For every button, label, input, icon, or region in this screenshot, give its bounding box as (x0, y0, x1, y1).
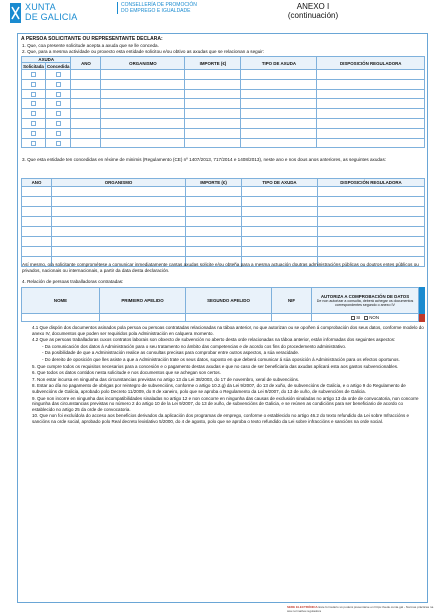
col-nome: NOME (22, 288, 100, 314)
col-autoriza (312, 288, 419, 314)
declarations-list (32, 325, 424, 426)
table-row (22, 99, 425, 109)
autoriza-note: De non autorizar a consulta, deberá achegar os documentos correspondentes segundo o anexo IV (316, 298, 414, 307)
table-row (22, 227, 425, 237)
item-4-2-b: - Da posibilidade de que a Administración realice as consultas precisas para comprobar entre outros aspectos, a súa veracidade. (42, 350, 300, 356)
checkbox[interactable] (56, 111, 61, 116)
table-row (22, 70, 425, 80)
table-row (22, 118, 425, 128)
footer-label: SEDE ELECTRÓNICA (287, 605, 318, 609)
scroll-up-control[interactable] (419, 288, 425, 314)
non-radio[interactable] (364, 316, 368, 320)
table-row (22, 109, 425, 119)
col-concedida: Concedida (47, 63, 70, 69)
xunta-emblem-icon (9, 3, 22, 23)
declaration-1: 1. Que, coa presente solicitude acepta a axuda que se lle conceda. (22, 43, 159, 48)
table-row (22, 138, 425, 148)
page-header (0, 0, 439, 30)
si-radio[interactable] (351, 316, 355, 320)
checkbox[interactable] (56, 101, 61, 106)
col-organismo: ORGANISMO (52, 179, 186, 187)
xunta-logo (9, 3, 113, 25)
col-apelido2: SEGUNDO APELIDO (186, 288, 272, 314)
table-row (22, 237, 425, 247)
col-ano: ANO (71, 57, 101, 70)
item-5: 5. Que cumpre todos os requisitos necesarios para a concesión e o pagamento destas axudas e que no caso de ser beneficiaria das axudas aplicará esta aos gastos subvencionables. (32, 363, 399, 369)
col-axuda: AXUDA (22, 57, 71, 63)
item-4-2: 4.2 Que as persoas traballadoras cuxos contratos laborais son obxecto de subvención no aberto desta orde relacionadas na táboa anterior, están informadas dos seguintes aspectos: (32, 337, 396, 343)
form-body (17, 33, 428, 603)
logo-line2: DE GALICIA (25, 12, 78, 22)
logo-line1: XUNTA (25, 2, 56, 12)
col-ano: ANO (22, 179, 52, 187)
checkbox[interactable] (31, 111, 36, 116)
autoriza-title: AUTORIZA A COMPROBACIÓN DE DATOS (320, 293, 410, 299)
checkbox[interactable] (56, 92, 61, 97)
declaration-3: 3. Que esta entidade ten concedidas en réxime de minimis (Regulamento (CE) nº 1407/2013, 717/2014 e 1408/2013), neste ano e nos dous anos anteriores, as seguintes axudas: (22, 157, 387, 162)
remove-row-control[interactable] (419, 314, 425, 322)
item-4-2-c: - Do dereito de oposición que lles asiste a que a Administración trate os seus datos, suposto en que deberá comunicar á súa oposición á Administración para os efectos oportunos. (42, 356, 400, 362)
item-4-2-a: - Da comunicación dos datos á Administración para o seu tratamento no ámbito das competencias e de acordo cos fins do procedemento administrativo. (42, 343, 347, 349)
item-8: 8. Estar ao día no pagamento de obrigas por reintegro de subvencións, conforme o artigo 10.2.g) da Lei 9/2007, do 13 de xuño, de subvencións de Galicia, e o artigo 9 do Regulamento de subvencións de Galicia, aprobado polo Decreto 11/2009, do 8 de xaneiro, polo que se aproba o Regulamento da Lei 9/2007, do 13 de xuño, de subvencións de Galicia. (32, 383, 406, 394)
checkbox[interactable] (31, 141, 36, 146)
checkbox[interactable] (56, 141, 61, 146)
checkbox[interactable] (31, 131, 36, 136)
table-row (22, 247, 425, 257)
col-tipo: TIPO DE AXUDA (242, 179, 318, 187)
item-9: 9. Que non incorre en ningunha das incompatibilidades sinaladas no artigo 12 e non concorre en ningunha das causas de exclusión sinaladas no artigo 13 da orde de convocatoria, non concorre ningunha das circunstancias previstas no número 2 do artigo 10 de la Lei 9/2007, do 13 de xuño, de subvencións de Galicia, e se reúnen as condicións para ser beneficiario de acordo co establecido no artigo 25 da orde de convocatoria. (32, 395, 419, 412)
declaration-2: 2. Que, para a mesma actividade ou proxecto esta entidade solicitou e/ou obtivo as axudas que se relacionan a seguir: (22, 49, 265, 54)
table-row (22, 79, 425, 89)
item-7: 7. Non estar incursa en ningunha das circunstancias previstas no artigo 13 da Lei 38/2003, do 17 de novembro, xeral de subvencións. (32, 376, 300, 382)
checkbox[interactable] (31, 82, 36, 87)
checkbox[interactable] (56, 82, 61, 87)
checkbox[interactable] (31, 92, 36, 97)
table-row (22, 207, 425, 217)
table-row (22, 187, 425, 197)
checkbox[interactable] (31, 72, 36, 77)
col-apelido1: PRIMEIRO APELIDO (100, 288, 186, 314)
checkbox[interactable] (56, 131, 61, 136)
table-row (22, 89, 425, 99)
declaration-4: 4. Relación de persoas traballadoras contratadas: (22, 279, 124, 284)
col-organismo: ORGANISMO (101, 57, 185, 70)
col-tipo: TIPO DE AXUDA (241, 57, 317, 70)
commitment-text: Así mesmo, o/a solicitante comprométese a comunicar inmediatamente cantas axudas solicite e/ou obteña para a mesma actuación doutras administracións públicas ou doutros entes públicos ou privados, nacionais ou internacionais, a partir da data desta declaración. (22, 262, 419, 273)
col-solicitada: Solicitada (23, 63, 44, 69)
table-row (22, 128, 425, 138)
annex-subtitle: (continuación) (287, 11, 339, 20)
table-row (22, 217, 425, 227)
aid-table (21, 56, 425, 148)
col-importe: IMPORTE (€) (185, 57, 241, 70)
col-disposicion: DISPOSICIÓN REGULADORA (317, 57, 425, 70)
table-row (22, 314, 425, 322)
annex-heading (253, 2, 373, 20)
table-row (22, 197, 425, 207)
section-title: A PERSOA SOLICITANTE OU REPRESENTANTE DECLARA: (21, 36, 163, 42)
annex-title: ANEXO I (296, 2, 330, 11)
col-nif: NIF (272, 288, 312, 314)
footer-text: Este formulario só poderá presentarse en https://sede.xunta.gal - Normas prácticas na súa normativa reguladora (287, 605, 434, 613)
checkbox[interactable] (31, 121, 36, 126)
item-4-1: 4.1 Que dispón dos documentos asinados pola persoa ou persoas contratadas relacionadas na táboa anterior, no que autorizan ou se opoñen á comprobación dos seus datos, conforme modelo do anexo IV, documentos que poden ser requiridos pola Administración en calquera momento. (32, 325, 424, 336)
checkbox[interactable] (56, 121, 61, 126)
checkbox[interactable] (31, 101, 36, 106)
checkbox[interactable] (56, 72, 61, 77)
non-label: NON (369, 315, 380, 320)
col-importe: IMPORTE (€) (186, 179, 242, 187)
minimis-table (21, 178, 425, 267)
workers-table (21, 287, 425, 322)
col-disposicion: DISPOSICIÓN REGULADORA (318, 179, 425, 187)
conselleria-name: CONSELLERÍA DE PROMOCIÓN DO EMPREGO E IGUALDADE (117, 2, 197, 14)
footer (287, 605, 437, 613)
item-6: 6. Que todos os datos contidos nesta solicitude e nos documentos que se achegan son certos. (32, 370, 221, 376)
item-10: 10. Que non foi excluído/a do acceso aos beneficios derivados da aplicación dos programas de emprego, conforme o establecido no artigo 46.2 do texto refundido da Lei sobre Infraccións e sancións na orde social, aprobado polo Real decreto lexislativo 5/2000, do 4 de agosto, polo que se aproba o texto refundido da Lei sobre infraccións e sancións na orde social. (32, 413, 409, 424)
si-label: SI (356, 315, 361, 320)
